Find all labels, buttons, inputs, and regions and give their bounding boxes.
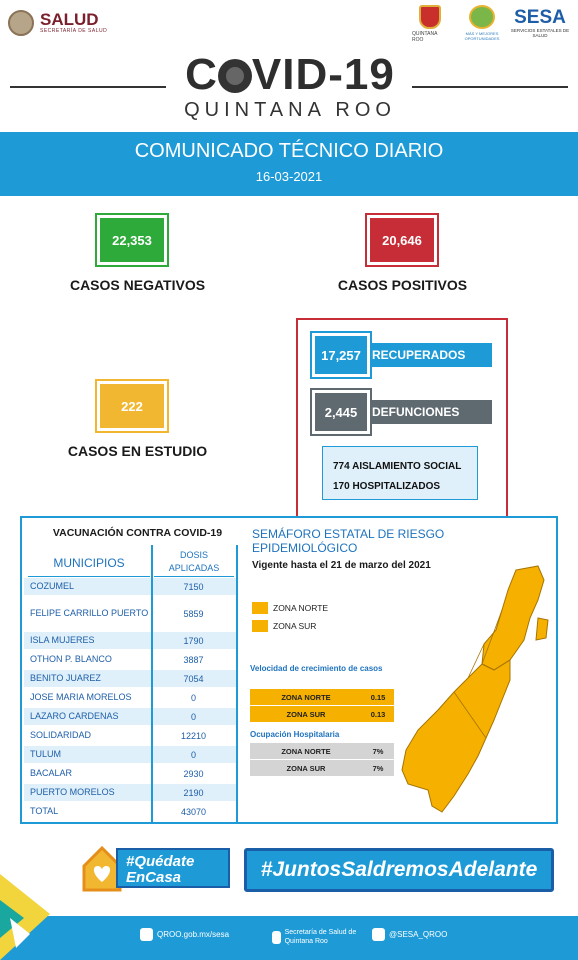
table-row (24, 765, 236, 783)
footer-facebook[interactable] (272, 928, 362, 946)
vacunacion-title: VACUNACIÓN CONTRA COVID-19 (52, 527, 223, 539)
row-municipio: FELIPE CARRILLO PUERTO (30, 608, 149, 618)
row-dosis: 2930 (183, 768, 204, 779)
positivos-label: CASOS POSITIVOS (337, 277, 468, 293)
salud-logo (8, 8, 128, 38)
footer-facebook-label: Secretaría de Salud de Quintana Roo (284, 929, 357, 945)
quintana-roo-map (398, 560, 554, 818)
region-subtitle: QUINTANA ROO (184, 99, 396, 121)
sesa-logo (508, 8, 572, 38)
velocidad-title: Velocidad de crecimiento de casos (250, 664, 383, 673)
legend-label: ZONA NORTE (273, 603, 329, 613)
salud-sub-label: SECRETARÍA DE SALUD (40, 28, 108, 34)
table-row (24, 578, 236, 596)
row-dosis: 7150 (183, 581, 204, 592)
ocupacion-zona: ZONA NORTE (281, 746, 331, 756)
report-banner (0, 132, 578, 196)
row-municipio: PUERTO MORELOS (30, 787, 115, 797)
quintana-roo-shield-icon (419, 5, 441, 29)
banner-title: COMUNICADO TÉCNICO DIARIO (134, 140, 444, 162)
column-header-dosis: DOSIS APLICADAS (154, 547, 234, 577)
legend-zona-norte (252, 602, 328, 614)
activos-breakdown (322, 446, 478, 500)
row-dosis: 12210 (180, 730, 207, 741)
column-divider-right (236, 545, 238, 823)
decorative-logo-icon (0, 864, 70, 960)
tree-icon (469, 5, 495, 29)
velocidad-row (250, 689, 394, 705)
footer-web[interactable] (140, 928, 229, 941)
row-municipio: JOSE MARIA MORELOS (30, 692, 132, 702)
estudio-value: 222 (97, 381, 167, 431)
table-row (24, 727, 236, 745)
ocupacion-row (250, 760, 394, 776)
semaforo-vigencia: Vigente hasta el 21 de marzo del 2021 (252, 560, 431, 571)
semaforo-title: SEMÁFORO ESTATAL DE RIESGO EPIDEMIOLÓGICO (252, 527, 445, 555)
velocidad-valor: 0.13 (370, 709, 386, 719)
row-dosis: 5859 (183, 608, 204, 619)
twitter-icon (372, 928, 385, 941)
sesa-sub-label: SERVICIOS ESTATALES DE SALUD (510, 28, 570, 38)
row-dosis: 2190 (183, 787, 204, 798)
row-dosis: 0 (190, 749, 196, 760)
table-row (24, 784, 236, 802)
map-cozumel (536, 618, 548, 640)
ocupacion-valor: 7% (372, 763, 384, 773)
row-municipio: BACALAR (30, 768, 73, 778)
row-dosis: 3887 (183, 654, 204, 665)
map-zona-norte (482, 566, 544, 670)
salud-label: SALUD (40, 10, 99, 29)
juntos-saldremos-badge: #JuntosSaldremosAdelante (244, 848, 554, 892)
row-dosis: 43070 (180, 806, 207, 817)
table-row-total (24, 803, 236, 821)
legend-label: ZONA SUR (273, 621, 317, 631)
quedate-en-casa-badge: #Quédate EnCasa (116, 848, 230, 888)
row-municipio: BENITO JUAREZ (30, 673, 101, 683)
quintana-roo-logo (412, 5, 448, 43)
footer-twitter-label: @SESA_QROO (389, 930, 448, 939)
title-rest: VID-19 (251, 50, 395, 99)
velocidad-zona: ZONA SUR (286, 709, 326, 719)
column-divider (151, 545, 153, 823)
ocupacion-title: Ocupación Hospitalaria (250, 730, 340, 739)
footer-web-label: QROO.gob.mx/sesa (157, 930, 230, 939)
table-row (24, 597, 236, 631)
row-dosis: 1790 (183, 635, 204, 646)
web-icon (140, 928, 153, 941)
table-row (24, 746, 236, 764)
table-row (24, 689, 236, 707)
title-c: C (185, 50, 218, 99)
mexico-emblem-icon (8, 10, 34, 36)
row-municipio: LAZARO CARDENAS (30, 711, 119, 721)
estudio-label: CASOS EN ESTUDIO (67, 443, 208, 459)
row-dosis: 7054 (183, 673, 204, 684)
oportunidades-logo (462, 5, 502, 43)
column-header-municipios: MUNICIPIOS (28, 549, 150, 577)
recuperados-value: 17,257 (312, 333, 370, 377)
footer-twitter[interactable] (372, 928, 447, 941)
quintana-roo-label: QUINTANA ROO (412, 31, 438, 43)
map-zona-sur (402, 660, 510, 812)
velocidad-valor: 0.15 (370, 692, 386, 702)
ocupacion-zona: ZONA SUR (286, 763, 326, 773)
legend-swatch (252, 602, 268, 614)
legend-zona-sur (252, 620, 316, 632)
oportunidades-label: MÁS Y MEJORES OPORTUNIDADES (464, 31, 500, 41)
negativos-value: 22,353 (97, 215, 167, 265)
facebook-icon (272, 931, 281, 944)
aislamiento-stat: 774 AISLAMIENTO SOCIAL (333, 461, 462, 472)
title-rule-left (10, 86, 166, 88)
ocupacion-row (250, 743, 394, 759)
sesa-label: SESA (514, 7, 566, 28)
row-dosis: 0 (190, 711, 196, 722)
row-municipio: OTHON P. BLANCO (30, 654, 112, 664)
positivos-value: 20,646 (367, 215, 437, 265)
table-row (24, 651, 236, 669)
ocupacion-valor: 7% (372, 746, 384, 756)
row-municipio: TOTAL (30, 806, 59, 816)
table-row (24, 708, 236, 726)
row-municipio: ISLA MUJERES (30, 635, 95, 645)
recuperados-bar: RECUPERADOS (360, 343, 492, 367)
row-municipio: SOLIDARIDAD (30, 730, 92, 740)
legend-swatch (252, 620, 268, 632)
banner-date: 16-03-2021 (255, 169, 323, 184)
title-rule-right (412, 86, 568, 88)
row-municipio: TULUM (30, 749, 61, 759)
row-municipio: COZUMEL (30, 581, 75, 591)
velocidad-row (250, 706, 394, 722)
row-dosis: 0 (190, 692, 196, 703)
table-row (24, 670, 236, 688)
velocidad-zona: ZONA NORTE (281, 692, 331, 702)
table-row (24, 632, 236, 650)
page-title (170, 52, 410, 98)
negativos-label: CASOS NEGATIVOS (69, 277, 206, 293)
defunciones-value: 2,445 (312, 390, 370, 434)
hospitalizados-stat: 170 HOSPITALIZADOS (333, 481, 441, 492)
virus-icon (218, 59, 252, 93)
defunciones-bar: DEFUNCIONES (360, 400, 492, 424)
